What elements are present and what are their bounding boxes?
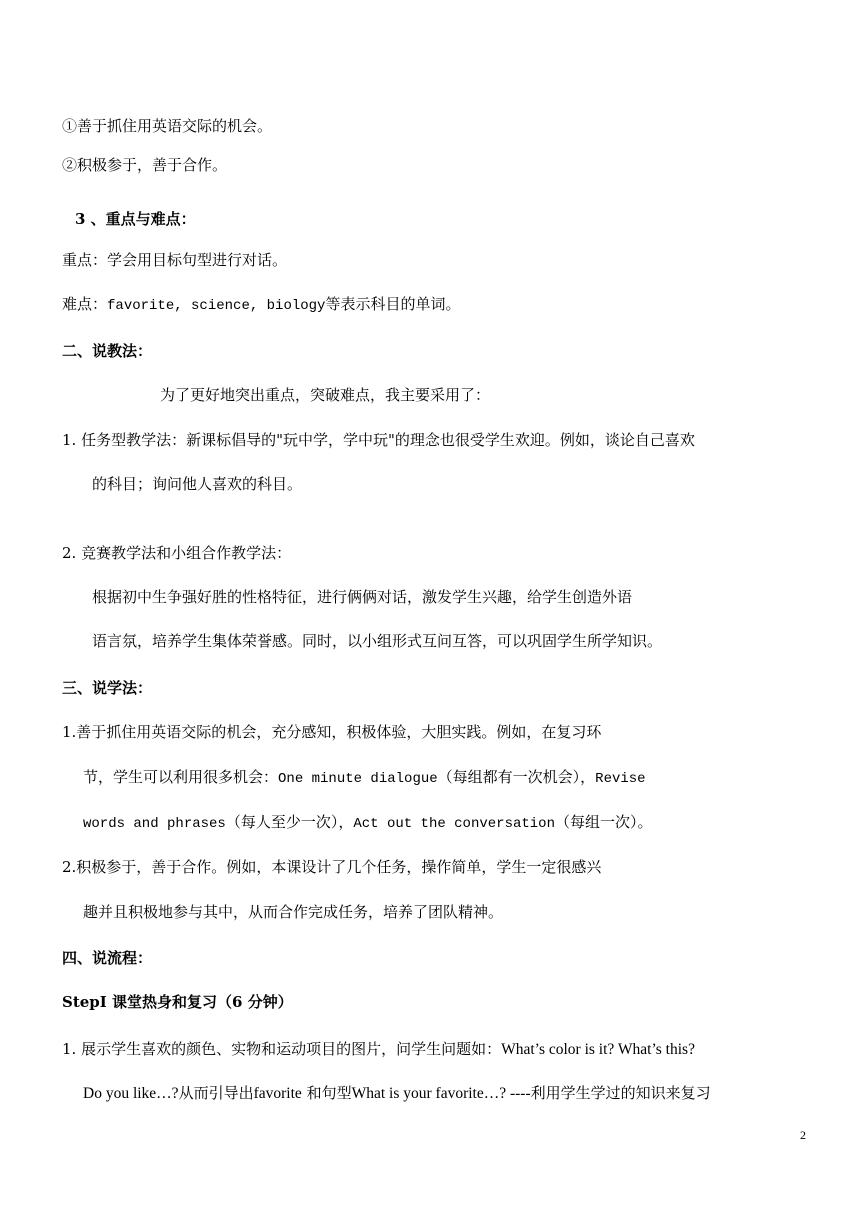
text-line	[62, 1039, 695, 1060]
text-run: Do you like…?	[83, 1085, 179, 1102]
text-line	[83, 1083, 711, 1104]
text-run: 从而引导出	[178, 1084, 254, 1102]
text-line: 为了更好地突出重点，突破难点，我主要采用了：	[160, 386, 491, 404]
text-line: 语言氛，培养学生集体荣誉感。同时，以小组形式互问互答，可以巩固学生所学知识。	[92, 632, 663, 650]
section-heading: 三、说学法：	[62, 679, 153, 697]
text-run: Act out the conversation	[353, 816, 555, 832]
text-run: Revise	[595, 771, 646, 787]
text-line	[83, 812, 653, 834]
section-heading: StepⅠ 课堂热身和复习（6 分钟）	[62, 993, 293, 1011]
text-line: 重点：学会用目标句型进行对话。	[62, 251, 288, 269]
text-run: favorite, science, biology	[107, 298, 326, 314]
text-run: 等表示科目的单词。	[325, 295, 461, 313]
text-line	[62, 294, 460, 316]
text-line	[83, 767, 646, 789]
section-heading: 3 、重点与难点：	[75, 210, 196, 228]
text-run: What is your favorite…? ----	[351, 1085, 531, 1102]
page-number: 2	[800, 1128, 806, 1142]
text-run: 1. 展示学生喜欢的颜色、实物和运动项目的图片，问学生问题如：	[62, 1040, 502, 1058]
text-run: favorite	[253, 1085, 302, 1102]
text-run: What’s color is it? What’s this?	[501, 1041, 695, 1058]
text-line: 趣并且积极地参与其中，从而合作完成任务，培养了团队精神。	[83, 903, 504, 921]
text-run: （每人至少一次），	[225, 813, 354, 831]
text-line: ①善于抓住用英语交际的机会。	[62, 117, 273, 135]
text-line: 1. 任务型教学法：新课标倡导的"玩中学，学中玩"的理念也很受学生欢迎。例如，谈论自己喜欢	[62, 431, 695, 449]
section-heading: 四、说流程：	[62, 949, 153, 967]
text-run: words and phrases	[83, 816, 226, 832]
text-line: 2. 竞赛教学法和小组合作教学法：	[62, 544, 292, 562]
text-line: 根据初中生争强好胜的性格特征，进行俩俩对话，激发学生兴趣，给学生创造外语	[92, 588, 633, 606]
text-run: One minute dialogue	[278, 771, 438, 787]
text-run: 节，学生可以利用很多机会：	[83, 768, 279, 786]
section-heading: 二、说教法：	[62, 342, 153, 360]
text-line: 1.善于抓住用英语交际的机会，充分感知，积极体验，大胆实践。例如，在复习环	[62, 723, 602, 741]
text-line: 的科目；询问他人喜欢的科目。	[92, 475, 303, 493]
text-run: （每组一次）。	[554, 813, 653, 831]
text-run: 利用学生学过的知识来复习	[530, 1084, 711, 1102]
text-run: 和句型	[306, 1084, 352, 1102]
text-run: （每组都有一次机会），	[437, 768, 596, 786]
text-line: ②积极参于，善于合作。	[62, 156, 228, 174]
text-line: 2.积极参于，善于合作。例如，本课设计了几个任务，操作简单，学生一定很感兴	[62, 858, 602, 876]
text-run: 难点：	[62, 295, 108, 313]
